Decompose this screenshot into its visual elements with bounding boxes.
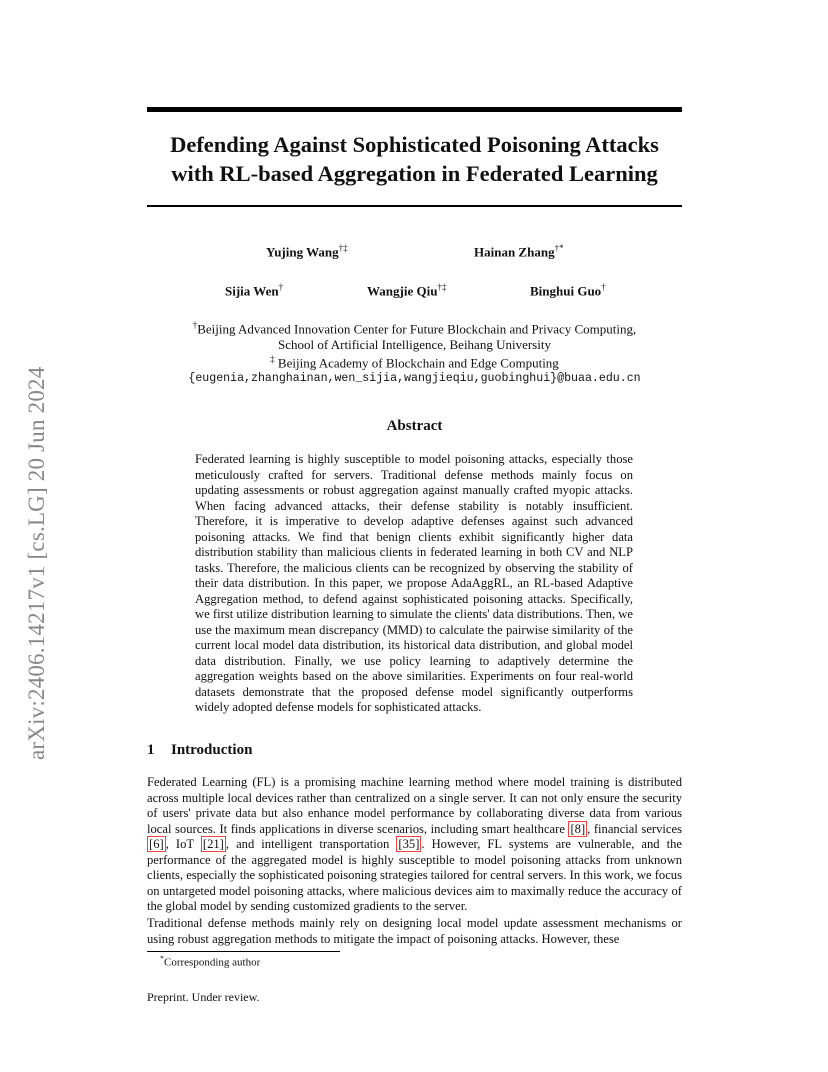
section-title: Introduction <box>171 742 253 758</box>
paper-title <box>147 130 682 188</box>
author-marks: †‡ <box>338 243 348 253</box>
title-bottom-rule <box>147 205 682 207</box>
affiliations <box>147 318 682 387</box>
affiliation-line-1: †Beijing Advanced Innovation Center for Future Blockchain and Privacy Computing, <box>192 320 637 337</box>
title-top-rule <box>147 107 682 112</box>
section-number: 1 <box>147 742 155 758</box>
author-hainan-zhang <box>474 243 564 260</box>
author-name: Wangjie Qiu <box>367 283 438 299</box>
author-name: Sijia Wen <box>225 283 279 299</box>
affiliation-line-2: School of Artificial Intelligence, Beihang University <box>278 336 551 352</box>
author-marks: † <box>601 282 606 292</box>
citation-link[interactable]: [21] <box>202 837 224 851</box>
introduction-paragraph-1: Federated Learning (FL) is a promising machine learning method where model training is distributed across multiple local devices rather than centralized on a single server. It can not only ensure the security of users' private data but also enhance model performance by collaborating diverse data from various local sources. It finds applications in diverse scenarios, including smart healthcare [8] , financial services [6] , IoT [21] , and intelligent transportation [35] . However, FL systems are vulnerable, and the performance of the aggregated model is highly susceptible to model poisoning attacks from unknown clients, especially the sophisticated poisoning strategies tailored for central servers. In this work, we focus on untargeted model poisoning attacks, where malicious devices aim to maximally reduce the accuracy of the global model by sending customized gradients to the server. <box>147 775 682 913</box>
author-name: Yujing Wang <box>266 244 339 260</box>
footnote-text: Corresponding author <box>164 956 261 969</box>
author-binghui-guo <box>530 282 606 299</box>
author-marks: † <box>278 282 284 292</box>
preprint-note: Preprint. Under review. <box>147 990 260 1004</box>
author-marks: †* <box>554 243 564 253</box>
author-yujing-wang <box>266 243 348 260</box>
title-line-2: with RL-based Aggregation in Federated Learning <box>171 161 658 186</box>
footnote-mark: * <box>160 954 164 963</box>
title-line-1: Defending Against Sophisticated Poisoning Attacks <box>170 132 659 157</box>
citation-link[interactable]: [35] <box>398 837 420 851</box>
section-heading-introduction <box>147 742 252 759</box>
author-emails: {eugenia,zhanghainan,wen_sijia,wangjieqiu,guobinghui}@buaa.edu.cn <box>188 372 641 386</box>
footnote-rule <box>147 951 340 952</box>
footnote <box>160 954 260 969</box>
abstract-body: Federated learning is highly susceptible to model poisoning attacks, especially those meticulously crafted for servers. Traditional defense methods mainly focus on updating assessments or robust aggregation against manually crafted myopic attacks. When facing advanced attacks, their defense stability is notably insufficient. Therefore, it is imperative to develop adaptive defenses against such advanced poisoning attacks. We find that benign clients exhibit significantly higher data distribution stability than malicious clients in federated learning in both CV and NLP tasks. Therefore, the malicious clients can be recognized by observing the stability of their data distribution. In this paper, we propose AdaAggRL, an RL-based Adaptive Aggregation method, to defend against sophisticated poisoning attacks. Specifically, we first utilize distribution learning to simulate the clients' data distributions. Then, we use the maximum mean discrepancy (MMD) to calculate the pairwise similarity of the current local model data distribution, its historical data distribution, and global model data distribution. Finally, we use policy learning to adaptively determine the aggregation weights based on the above similarities. Experiments on four real-world datasets demonstrate that the proposed defense model significantly outperforms widely adopted defense models for sophisticated attacks. <box>195 452 633 714</box>
arxiv-identifier-stamp <box>22 292 52 760</box>
arxiv-identifier-text: arXiv:2406.14217v1 [cs.LG] 20 Jun 2024 <box>24 366 49 760</box>
author-sijia-wen <box>225 282 283 299</box>
author-marks: †‡ <box>437 282 447 292</box>
author-name: Binghui Guo <box>530 283 602 299</box>
author-wangjie-qiu <box>367 282 446 299</box>
affiliation-line-3: ‡ Beijing Academy of Blockchain and Edge Computing <box>270 354 559 371</box>
introduction-paragraph-2: Traditional defense methods mainly rely on designing local model update assessment mechanisms or using robust aggregation methods to mitigate the impact of poisoning attacks. However, these <box>147 916 682 946</box>
abstract-heading: Abstract <box>386 418 443 434</box>
author-name: Hainan Zhang <box>474 244 555 260</box>
citation-link[interactable]: [6] <box>149 837 164 851</box>
citation-link[interactable]: [8] <box>570 821 586 836</box>
